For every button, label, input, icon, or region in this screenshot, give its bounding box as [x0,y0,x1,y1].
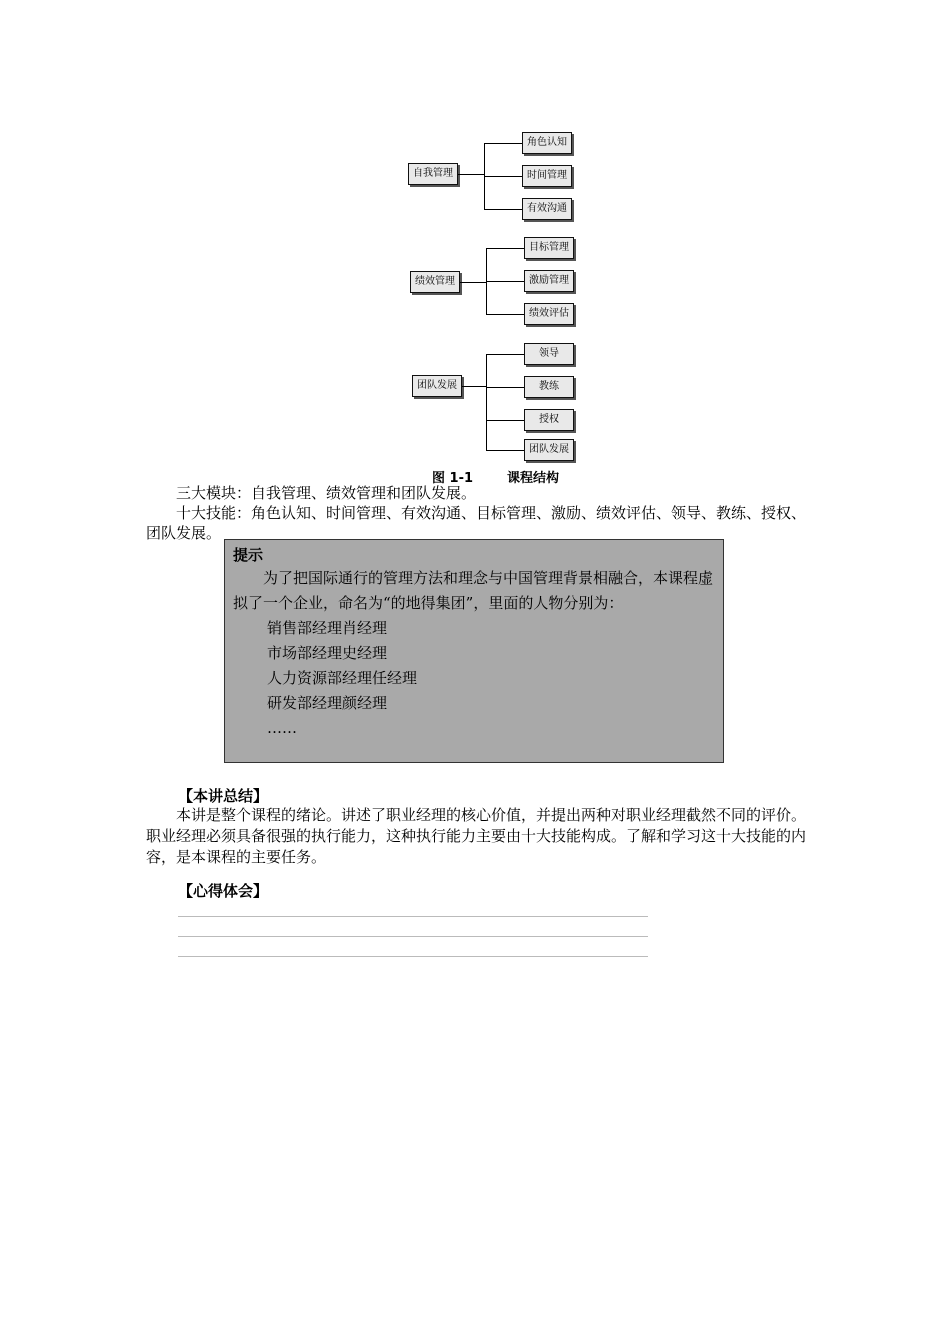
connector [486,354,487,450]
list-item: 研发部经理颜经理 [267,694,388,712]
diagram-node-performance-evaluation: 绩效评估 [524,303,574,325]
figure-title: 课程结构 [507,471,560,486]
connector [486,450,524,451]
connector [484,176,522,177]
connector [486,387,524,388]
connector [486,281,524,282]
skills-paragraph: 十大技能：角色认知、时间管理、有效沟通、目标管理、激励、绩效评估、领导、教练、授权、团队发展。 [146,504,807,542]
connector [486,248,524,249]
tip-title: 提示 [233,546,264,564]
diagram-node-effective-communication: 有效沟通 [522,198,572,220]
diagram-root-performance-management: 绩效管理 [410,271,460,293]
tip-body: 为了把国际通行的管理方法和理念与中国管理背景相融合，本课程虚拟了一个企业，命名为“的地得集团”，里面的人物分别为： [233,569,714,612]
figure-number: 图 1-1 [432,471,474,486]
connector [486,354,524,355]
connector [484,209,522,210]
diagram-root-self-management: 自我管理 [408,163,458,185]
diagram-root-team-development: 团队发展 [412,375,462,397]
connector [460,282,486,283]
connector [486,420,524,421]
notes-heading: 【心得体会】 [178,882,269,900]
connector [462,386,486,387]
list-item: 人力资源部经理任经理 [267,669,418,687]
diagram-node-leadership: 领导 [524,343,574,365]
diagram-node-coaching: 教练 [524,376,574,398]
modules-paragraph: 三大模块：自我管理、绩效管理和团队发展。 [176,484,477,502]
diagram-node-incentive-management: 激励管理 [524,270,574,292]
list-item: 销售部经理肖经理 [267,619,388,637]
connector [484,143,522,144]
tip-box [224,539,724,763]
connector [486,314,524,315]
notes-line [178,936,648,937]
diagram-node-goal-management: 目标管理 [524,237,574,259]
diagram-node-time-management: 时间管理 [522,165,572,187]
notes-line [178,956,648,957]
notes-line [178,916,648,917]
summary-heading: 【本讲总结】 [178,787,269,805]
connector [458,174,484,175]
list-item: …… [267,719,297,737]
tip-people-list [233,616,715,741]
diagram-node-team-development: 团队发展 [524,439,574,461]
diagram-node-role-cognition: 角色认知 [522,132,572,154]
diagram-node-delegation: 授权 [524,409,574,431]
list-item: 市场部经理史经理 [267,644,388,662]
summary-paragraph: 本讲是整个课程的绪论。讲述了职业经理的核心价值，并提出两种对职业经理截然不同的评价。职业经理必须具备很强的执行能力，这种执行能力主要由十大技能构成。了解和学习这十大技能的内容，是本课程的主要任务。 [146,806,807,866]
